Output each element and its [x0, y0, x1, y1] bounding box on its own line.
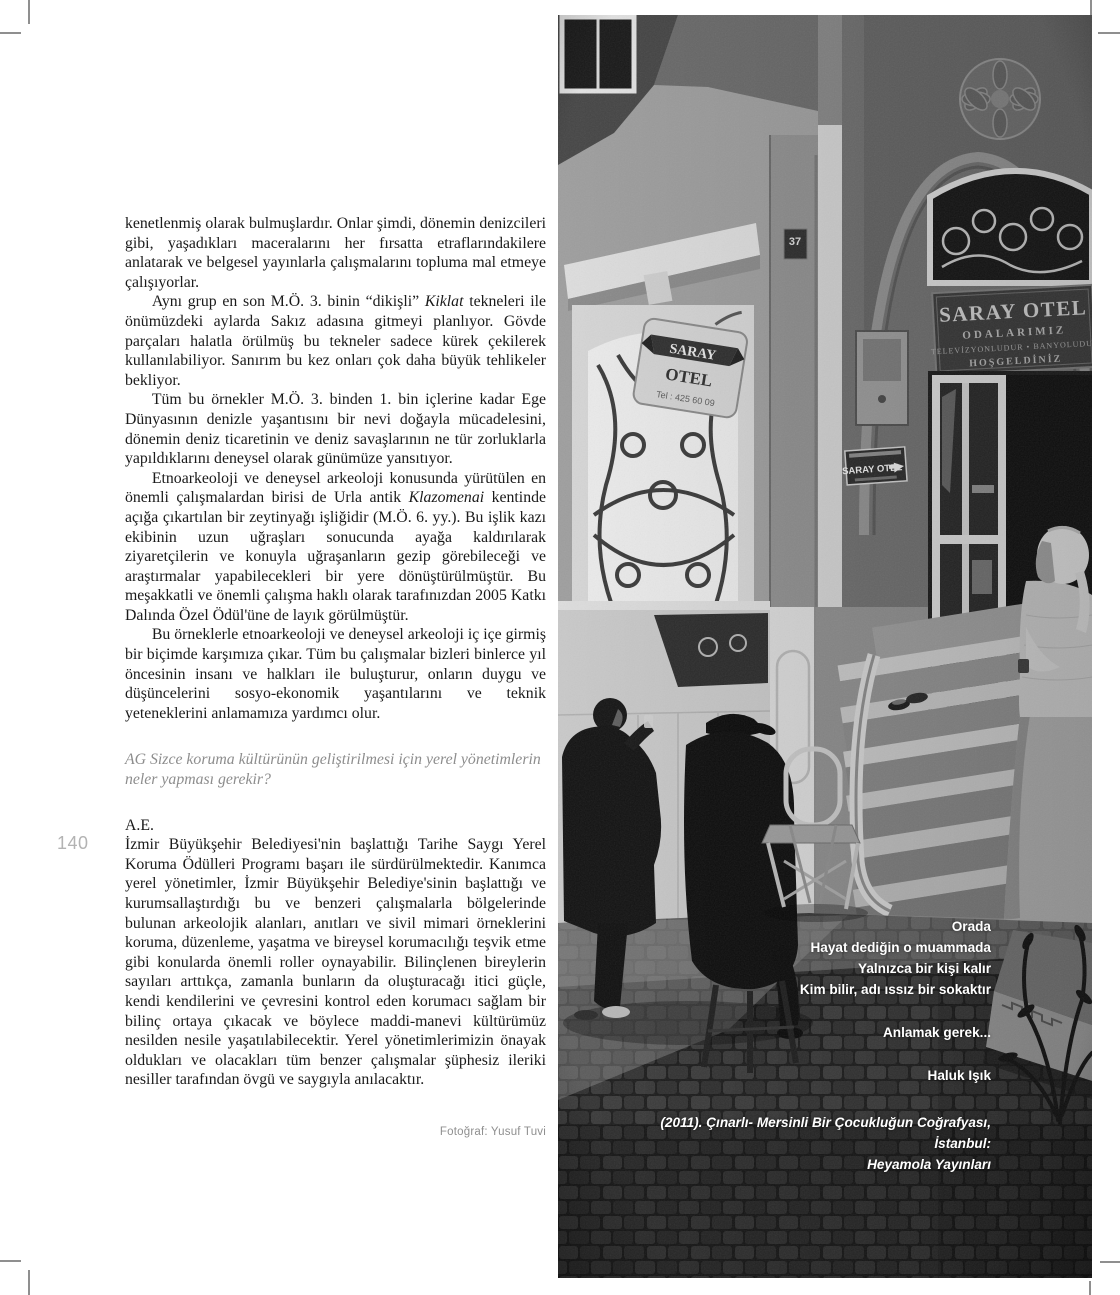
- paragraph-text: Etnoarkeoloji ve deneysel arkeoloji konusunda yürütülen en önemli çalışmalardan birisi de Urla antik: [125, 469, 546, 507]
- paragraph: kenetlenmiş olarak bulmuşlardır. Onlar şimdi, dönemin denizcileri gibi, yaşadıkları maceralarını her fırsatta etraflarındakilere anlatarak ve belgesel yayınlarla çalışmalarını topluma mal etmeye çalışıyorlar.: [125, 215, 546, 291]
- answer-speaker-label: A.E.: [125, 816, 154, 834]
- poem-line: Hayat dediğin o muammada: [810, 940, 991, 955]
- crop-mark: [28, 0, 30, 24]
- page-number: 140: [57, 833, 89, 853]
- paragraph: [125, 469, 546, 626]
- poem-overlay: [601, 916, 991, 1175]
- poem-line: Orada: [951, 919, 991, 934]
- paragraph: [125, 292, 546, 390]
- crop-mark: [0, 32, 21, 34]
- crop-mark: [1098, 32, 1120, 34]
- poem-author: Haluk Işık: [927, 1068, 991, 1083]
- paragraph-text: tekneleri ile önümüzdeki aylarda Sakız adasına gitmeyi planlıyor. Gövde parçaları halatla örülmüş bu tekneler sadece kürek çekilerek kullanılabiliyor. Sanırım bu kez onları çok daha büyük tehlikeler bekliyor.: [125, 293, 546, 389]
- paragraph: Tüm bu örnekler M.Ö. 3. binden 1. bin içlerine kadar Ege Dünyasının denizle yaşantısını bir nevi doğayla mücadelesini, dönemin deniz ticaretinin ve deniz savaşlarının ne tür zorluklarla yapıldıklarını deneysel olarak günümüze yansıtıyor.: [125, 391, 546, 468]
- article-text-column: [125, 214, 546, 1143]
- poem-citation: Heyamola Yayınları: [867, 1157, 991, 1172]
- paragraph-text: Aynı grup en son M.Ö. 3. binin “dikişli”: [151, 293, 425, 311]
- answer-paragraph: İzmir Büyükşehir Belediyesi'nin başlattığı Tarihe Saygı Yerel Koruma Ödülleri Programı başarı ile sürdürülmektedir. Kanımca yerel yönetimler, İzmir Büyükşehir Belediye'sinin başlattığı ve kurumsallaştırdığı bu ve benzeri çalışmalarla bölgelerinde bulunan arkeolojik alanları, anıtları ve sivil mimari örneklerini koruma, düzenleme, yaşatma ve bireysel korumacılığı teşvik etme gibi konularda önemli roller oynayabilir. Bilinçlenen bireylerin sayıları arttıkça, zamanla bunların da oluşturacağı itici güçle, kendi kendilerini ve çevresini kontrol eden korumacı sağlam bir bilinç ortaya çıkacak ve böylece maddi-manevi kültürümüz nesilden nesile yaşatılabilecektir. Yerel yönetimlerimizin önayak oldukları ve olacakları tüm benzer çalışmalar şüphesiz ileriki nesiller tarafından övgü ve saygıyla anılacaktır.: [125, 836, 546, 1089]
- crop-mark: [0, 1260, 21, 1262]
- poem-line: Yalnızca bir kişi kalır: [858, 961, 991, 976]
- photo-credit: Fotoğraf: Yusuf Tuvi: [439, 1125, 546, 1138]
- paragraph-text: kentinde açığa çıkartılan bir zeytinyağı işliğidir (M.Ö. 6. yy.). Bu işlik kazı ekibinin uzun uğraşları sonucunda ayağa kaldırılarak ziyaretçilerin ve konuyla uğraşanların gezip görebileceği ve araştırmalar yapabilecekleri bir yere dönüştürülmüştür. Bu meşakkatli ve önemli çalışma haklı olarak tarafınızdan 2005 Katkı Dalında Özel Ödül'üne de layık görülmüştür.: [125, 489, 547, 624]
- crop-mark: [1089, 1281, 1091, 1295]
- paragraph-italic-term: Kiklat: [424, 293, 464, 311]
- crop-mark: [28, 1270, 30, 1295]
- poem-line: Kim bilir, adı ıssız bir sokaktır: [799, 982, 991, 997]
- street-photograph: [558, 15, 1092, 1278]
- poem-coda: Anlamak gerek...: [882, 1025, 991, 1040]
- interview-question: AG Sizce koruma kültürünün geliştirilmesi için yerel yönetimlerin neler yapması gerekir?: [125, 751, 541, 789]
- paragraph: Bu örneklerle etnoarkeoloji ve deneysel arkeoloji iç içe girmiş bir biçimde karşımıza çıkar. Tüm bu çalışmalar bizleri binlerce yıl öncesinin insanı ve halkları ile buluşturur, onların duygu ve düşüncelerini sosyo-ekonomik yaşantılarını ve teknik yeteneklerini anlamamıza yardımcı olur.: [125, 626, 546, 722]
- paragraph-italic-term: Klazomenai: [408, 489, 485, 507]
- poem-citation: (2011). Çınarlı- Mersinli Bir Çocukluğun Coğrafyası, İstanbul:: [660, 1115, 991, 1151]
- crop-mark: [1100, 1261, 1120, 1263]
